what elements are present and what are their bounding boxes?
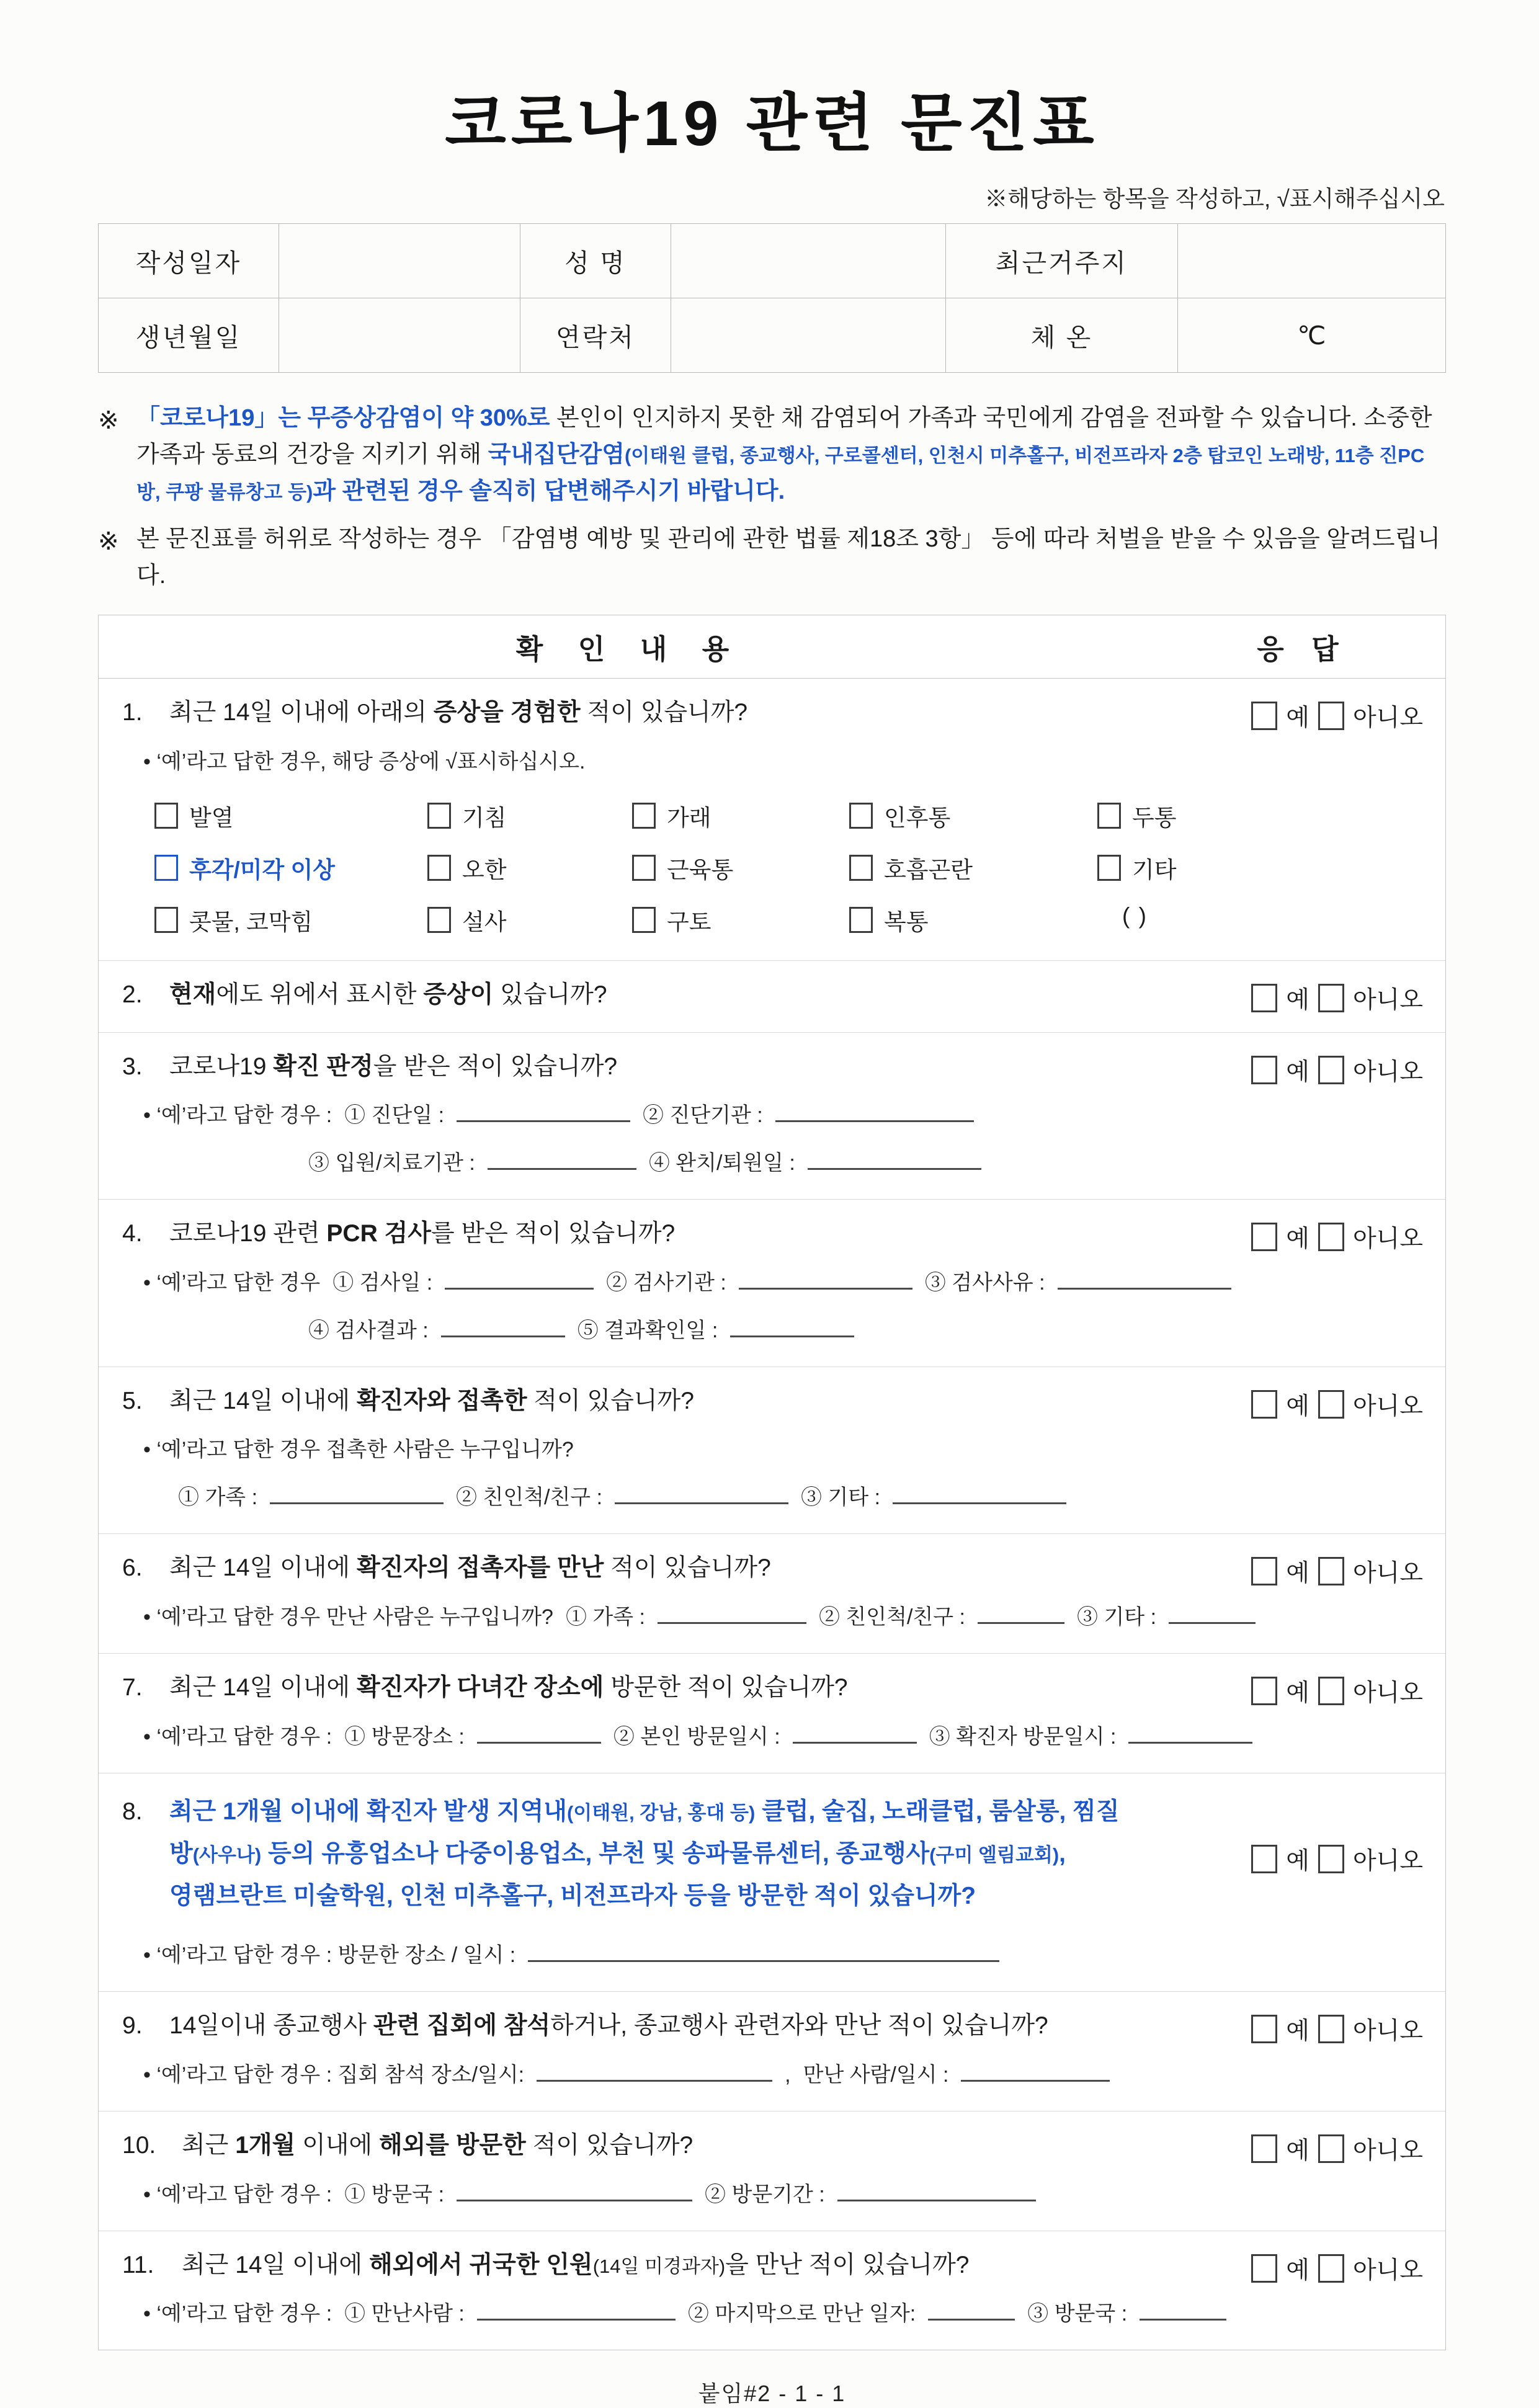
birth-date-label: 생년월일 bbox=[99, 298, 279, 373]
content-column-header: 확 인 내 용 bbox=[515, 633, 743, 666]
fill-instruction: ※해당하는 항목을 작성하고, √표시해주십시오 bbox=[984, 186, 1445, 212]
q3-text-tail: 을 받은 적이 있습니까? bbox=[373, 1053, 618, 1080]
q7-patient-visit-time-field[interactable] bbox=[1128, 1722, 1252, 1744]
symptom-smell-taste-checkbox[interactable] bbox=[154, 855, 178, 881]
notice-marker-2: ※ bbox=[98, 527, 119, 555]
q11-text-bold: 해외에서 귀국한 인원 bbox=[368, 2251, 593, 2278]
q3-yes-checkbox[interactable] bbox=[1251, 1056, 1277, 1084]
symptom-runny-nose: 콧물, 코막힘 bbox=[154, 903, 427, 937]
q3-diagnosis-date-field[interactable] bbox=[457, 1100, 630, 1122]
q10-yes-label: 예 bbox=[1286, 2137, 1309, 2164]
q4-no-label: 아니오 bbox=[1352, 1226, 1423, 1253]
q11-last-date-field[interactable] bbox=[928, 2299, 1015, 2321]
question-8-number: 8. bbox=[122, 1798, 143, 1825]
q8-text-4: , bbox=[1059, 1840, 1066, 1867]
q3-text: 코로나19 bbox=[169, 1053, 274, 1080]
q7-sub-lead: • ‘예’라고 답한 경우 : bbox=[143, 1724, 332, 1749]
q4-test-org-field[interactable] bbox=[739, 1268, 912, 1290]
symptom-sputum-checkbox[interactable] bbox=[632, 803, 656, 829]
q1-answer-options bbox=[1251, 698, 1423, 733]
q4-test-date-label: ① 검사일 : bbox=[332, 1270, 433, 1295]
symptom-headache-checkbox[interactable] bbox=[1097, 803, 1121, 829]
q9-gathering-field[interactable] bbox=[537, 2060, 772, 2082]
q6-text-bold: 확진자의 접촉자를 만난 bbox=[356, 1554, 604, 1582]
q5-yes-checkbox[interactable] bbox=[1251, 1390, 1277, 1419]
q5-text-tail: 적이 있습니까? bbox=[527, 1387, 694, 1414]
q6-sub-question: • ‘예’라고 답한 경우 만난 사람은 누구입니까? bbox=[143, 1605, 553, 1630]
q3-sub-lead: • ‘예’라고 답한 경우 : bbox=[143, 1104, 332, 1128]
question-7 bbox=[99, 1654, 1445, 1773]
symptom-chills-checkbox[interactable] bbox=[427, 855, 451, 881]
q3-diagnosis-date-label: ① 진단일 : bbox=[344, 1104, 445, 1128]
question-4-number: 4. bbox=[122, 1220, 143, 1247]
q10-text-tail: 적이 있습니까? bbox=[525, 2131, 694, 2159]
page-footer: 붙임#2 - 1 - 1 bbox=[698, 2381, 846, 2407]
symptom-abdominal-pain: 복통 bbox=[849, 903, 1097, 937]
q8-sub-lead: • ‘예’라고 답한 경우 : 방문한 장소 / 일시 : bbox=[143, 1943, 516, 1968]
question-9-number: 9. bbox=[122, 2012, 143, 2040]
q7-yes-checkbox[interactable] bbox=[1251, 1677, 1277, 1705]
q11-person-label: ① 만난사람 : bbox=[344, 2302, 465, 2326]
q9-no-checkbox[interactable] bbox=[1318, 2015, 1344, 2043]
birth-date-field[interactable] bbox=[279, 298, 520, 373]
q11-sub-lead: • ‘예’라고 답한 경우 : bbox=[143, 2302, 332, 2326]
q11-yes-checkbox[interactable] bbox=[1251, 2254, 1277, 2283]
q11-country-field[interactable] bbox=[1140, 2299, 1226, 2321]
q4-no-checkbox[interactable] bbox=[1318, 1223, 1344, 1251]
q10-country-label: ① 방문국 : bbox=[344, 2182, 445, 2206]
symptom-diarrhea-checkbox[interactable] bbox=[427, 907, 451, 933]
notice-cluster-term: 국내집단감염 bbox=[488, 441, 625, 468]
q5-text-bold: 확진자와 접촉한 bbox=[356, 1387, 527, 1414]
question-8 bbox=[99, 1773, 1445, 1992]
q6-no-label: 아니오 bbox=[1352, 1560, 1423, 1587]
q10-sub-lead: • ‘예’라고 답한 경우 : bbox=[143, 2182, 332, 2206]
q4-test-result-field[interactable] bbox=[441, 1316, 565, 1337]
symptom-fever-checkbox[interactable] bbox=[154, 803, 178, 829]
q7-answer-options bbox=[1251, 1674, 1423, 1708]
write-date-label: 작성일자 bbox=[99, 224, 279, 298]
q10-text-mid: 이내에 bbox=[295, 2131, 379, 2159]
symptom-headache: 두통 bbox=[1097, 799, 1422, 832]
q9-gathering-label: • ‘예’라고 답한 경우 : 집회 참석 장소/일시: bbox=[143, 2062, 525, 2087]
q5-family-label: ① 가족 : bbox=[178, 1486, 258, 1510]
q1-text: 최근 14일 이내에 아래의 bbox=[169, 699, 434, 726]
symptom-cough-checkbox[interactable] bbox=[427, 803, 451, 829]
q7-patient-visit-time-label: ③ 확진자 방문일시 : bbox=[929, 1724, 1117, 1749]
q10-country-field[interactable] bbox=[457, 2180, 692, 2201]
q9-separator: , bbox=[785, 2062, 791, 2087]
q6-no-checkbox[interactable] bbox=[1318, 1557, 1344, 1585]
q7-no-checkbox[interactable] bbox=[1318, 1677, 1344, 1705]
q1-yes-label: 예 bbox=[1286, 705, 1309, 732]
q6-relative-field[interactable] bbox=[978, 1602, 1064, 1624]
symptom-abdominal-checkbox[interactable] bbox=[849, 907, 873, 933]
q2-text: 에도 위에서 표시한 bbox=[216, 981, 424, 1009]
q1-sub-instruction: • ‘예’라고 답한 경우, 해당 증상에 √표시하십시오. bbox=[143, 750, 586, 774]
q4-test-result-label: ④ 검사결과 : bbox=[308, 1318, 429, 1342]
symptom-sore-throat: 인후통 bbox=[849, 799, 1097, 832]
symptom-breathing-checkbox[interactable] bbox=[849, 855, 873, 881]
symptom-checklist bbox=[154, 799, 1422, 937]
q10-text: 최근 bbox=[182, 2131, 236, 2159]
name-label: 성 명 bbox=[520, 224, 671, 298]
symptom-other-write-in[interactable]: ( ) bbox=[1122, 903, 1148, 929]
q10-text-bold2: 해외를 방문한 bbox=[378, 2131, 526, 2159]
symptom-other: 기타 bbox=[1097, 851, 1422, 885]
question-7-number: 7. bbox=[122, 1674, 143, 1701]
q3-text-bold: 확진 판정 bbox=[273, 1053, 373, 1080]
q1-text-bold: 증상을 경험한 bbox=[433, 699, 581, 726]
q8-text-1: 최근 1개월 이내에 확진자 발생 지역내 bbox=[169, 1798, 567, 1825]
info-row-2 bbox=[99, 298, 1446, 373]
q6-family-label: ① 가족 : bbox=[565, 1605, 645, 1630]
question-5 bbox=[99, 1367, 1445, 1535]
notice-marker: ※ bbox=[98, 407, 119, 434]
q11-country-label: ③ 방문국 : bbox=[1027, 2302, 1128, 2326]
question-10-number: 10. bbox=[122, 2131, 156, 2159]
q6-yes-checkbox[interactable] bbox=[1251, 1557, 1277, 1585]
q4-result-date-label: ⑤ 결과확인일 : bbox=[577, 1318, 718, 1342]
q2-yes-checkbox[interactable] bbox=[1251, 984, 1277, 1012]
q10-period-label: ② 방문기간 : bbox=[705, 2182, 825, 2206]
question-11 bbox=[99, 2231, 1445, 2350]
q11-person-field[interactable] bbox=[477, 2299, 676, 2321]
q8-no-checkbox[interactable] bbox=[1318, 1845, 1344, 1873]
q4-answer-options bbox=[1251, 1220, 1423, 1254]
q5-answer-options bbox=[1251, 1387, 1423, 1422]
q4-test-reason-label: ③ 검사사유 : bbox=[924, 1270, 1045, 1295]
q3-diagnosis-org-label: ② 진단기관 : bbox=[643, 1104, 763, 1128]
symptom-diarrhea: 설사 bbox=[427, 903, 632, 937]
q4-text-bold: PCR 검사 bbox=[326, 1220, 431, 1247]
question-6 bbox=[99, 1534, 1445, 1654]
q10-answer-options bbox=[1251, 2131, 1423, 2166]
q4-test-date-field[interactable] bbox=[445, 1268, 594, 1290]
q11-no-checkbox[interactable] bbox=[1318, 2254, 1344, 2283]
q9-yes-checkbox[interactable] bbox=[1251, 2015, 1277, 2043]
question-2-number: 2. bbox=[122, 981, 143, 1009]
q4-text: 코로나19 관련 bbox=[169, 1220, 327, 1247]
personal-info-table bbox=[98, 223, 1446, 373]
q5-text: 최근 14일 이내에 bbox=[169, 1387, 357, 1414]
q5-sub-question: • ‘예’라고 답한 경우 접촉한 사람은 누구입니까? bbox=[143, 1438, 574, 1462]
q7-my-visit-time-field[interactable] bbox=[793, 1722, 917, 1744]
q7-visit-place-field[interactable] bbox=[477, 1722, 601, 1744]
symptom-runny-nose-checkbox[interactable] bbox=[154, 907, 178, 933]
question-6-number: 6. bbox=[122, 1554, 143, 1582]
question-9 bbox=[99, 1992, 1445, 2111]
q10-period-field[interactable] bbox=[837, 2180, 1036, 2201]
q6-other-field[interactable] bbox=[1169, 1602, 1256, 1624]
q2-text-tail: 있습니까? bbox=[493, 981, 607, 1009]
q3-discharge-date-label: ④ 완치/퇴원일 : bbox=[648, 1151, 795, 1175]
notice-asymptomatic bbox=[98, 400, 1446, 510]
question-1-number: 1. bbox=[122, 699, 143, 726]
q8-area-examples: (이태원, 강남, 홍대 등) bbox=[566, 1801, 756, 1824]
symptom-fever: 발열 bbox=[154, 799, 427, 832]
q11-text: 최근 14일 이내에 bbox=[182, 2251, 369, 2278]
q8-text-3: 등의 유흥업소나 다중이용업소, 부천 및 송파물류센터, 종교행사 bbox=[261, 1840, 930, 1867]
q6-yes-label: 예 bbox=[1286, 1560, 1309, 1587]
notice-blue-lead: 「코로나19」는 무증상감염이 약 30%로 bbox=[136, 405, 550, 431]
symptom-breathing-difficulty: 호흡곤란 bbox=[849, 851, 1097, 885]
q2-text-bold2: 증상이 bbox=[423, 981, 494, 1009]
q7-text-tail: 방문한 적이 있습니까? bbox=[604, 1674, 848, 1701]
recent-address-label: 최근거주지 bbox=[946, 224, 1178, 298]
q3-hospital-label: ③ 입원/치료기관 : bbox=[308, 1151, 475, 1175]
q10-yes-checkbox[interactable] bbox=[1251, 2134, 1277, 2163]
q3-yes-label: 예 bbox=[1286, 1058, 1309, 1086]
symptom-sputum: 가래 bbox=[632, 799, 849, 832]
contact-label: 연락처 bbox=[520, 298, 671, 373]
q5-relative-label: ② 친인척/친구 : bbox=[456, 1486, 603, 1510]
q7-text: 최근 14일 이내에 bbox=[169, 1674, 357, 1701]
q2-no-checkbox[interactable] bbox=[1318, 984, 1344, 1012]
symptom-vomiting: 구토 bbox=[632, 903, 849, 937]
q5-no-label: 아니오 bbox=[1352, 1393, 1423, 1420]
info-row-1 bbox=[99, 224, 1446, 298]
notice-blue-tail: 과 관련된 경우 솔직히 답변해주시기 바랍니다. bbox=[313, 478, 785, 504]
q9-person-label: 만난 사람/일시 : bbox=[803, 2062, 949, 2087]
q11-no-label: 아니오 bbox=[1352, 2257, 1423, 2284]
q5-family-field[interactable] bbox=[270, 1483, 444, 1504]
q8-place-time-field[interactable] bbox=[528, 1940, 999, 1962]
q4-sub-lead: • ‘예’라고 답한 경우 bbox=[143, 1270, 321, 1295]
q6-relative-label: ② 친인척/친구 : bbox=[818, 1605, 965, 1630]
q2-yes-label: 예 bbox=[1286, 987, 1309, 1014]
q4-yes-label: 예 bbox=[1286, 1226, 1309, 1253]
symptom-smell-taste: 후각/미각 이상 bbox=[154, 851, 427, 885]
q3-hospital-field[interactable] bbox=[488, 1148, 636, 1170]
q6-answer-options bbox=[1251, 1554, 1423, 1589]
question-table bbox=[98, 615, 1446, 2350]
q9-text-bold: 관련 집회에 참석 bbox=[373, 2012, 551, 2040]
q2-answer-options bbox=[1251, 981, 1423, 1015]
q11-last-date-label: ② 마지막으로 만난 일자: bbox=[687, 2302, 916, 2326]
q8-yes-checkbox[interactable] bbox=[1251, 1845, 1277, 1873]
q11-answer-options bbox=[1251, 2251, 1423, 2286]
q5-other-label: ③ 기타 : bbox=[801, 1486, 881, 1510]
q3-no-checkbox[interactable] bbox=[1318, 1056, 1344, 1084]
q1-yes-checkbox[interactable] bbox=[1251, 702, 1277, 730]
symptom-muscle-pain: 근육통 bbox=[632, 851, 849, 885]
q7-visit-place-label: ① 방문장소 : bbox=[344, 1724, 465, 1749]
symptom-cough: 기침 bbox=[427, 799, 632, 832]
notice-section bbox=[98, 400, 1446, 594]
q8-yes-label: 예 bbox=[1286, 1847, 1309, 1875]
q4-text-tail: 를 받은 적이 있습니까? bbox=[430, 1220, 676, 1247]
q9-yes-label: 예 bbox=[1286, 2018, 1309, 2045]
notice-cluster-examples: (이태원 클럽, 종교행사, 구로콜센터, 인천시 미추홀구, 비전프라자 2층 탑코인 노래방, 11층 진PC방, 쿠팡 물류창고 등) bbox=[136, 444, 1425, 503]
question-11-number: 11. bbox=[122, 2251, 154, 2278]
q11-text-tail: 을 만난 적이 있습니까? bbox=[725, 2251, 970, 2278]
question-10 bbox=[99, 2111, 1445, 2231]
contact-field[interactable] bbox=[671, 298, 946, 373]
q9-text: 14일이내 종교행사 bbox=[169, 2012, 373, 2040]
q8-answer-options bbox=[1251, 1842, 1423, 1876]
q1-no-checkbox[interactable] bbox=[1318, 702, 1344, 730]
q11-note: (14일 미경과자) bbox=[592, 2255, 726, 2277]
q4-test-reason-field[interactable] bbox=[1058, 1268, 1231, 1290]
q1-no-label: 아니오 bbox=[1352, 705, 1423, 732]
question-4 bbox=[99, 1200, 1445, 1367]
q8-church-note: (구미 엘림교회) bbox=[929, 1844, 1059, 1866]
question-1 bbox=[99, 679, 1445, 961]
q5-yes-label: 예 bbox=[1286, 1393, 1309, 1420]
q7-yes-label: 예 bbox=[1286, 1680, 1309, 1707]
q3-diagnosis-org-field[interactable] bbox=[775, 1100, 974, 1122]
name-field[interactable] bbox=[671, 224, 946, 298]
q8-text-2: 클럽, 술집, 노래클럽, 룸살롱, 찜질방 bbox=[169, 1798, 1120, 1867]
symptom-other-checkbox[interactable] bbox=[1097, 855, 1121, 881]
page-title: 코로나19 관련 문진표 bbox=[445, 88, 1099, 159]
q9-text-tail: 하거나, 종교행사 관련자와 만난 적이 있습니까? bbox=[550, 2012, 1048, 2040]
q5-other-field[interactable] bbox=[893, 1483, 1066, 1504]
temperature-label: 체 온 bbox=[946, 298, 1178, 373]
q9-person-field[interactable] bbox=[961, 2060, 1110, 2082]
q9-answer-options bbox=[1251, 2012, 1423, 2046]
symptom-vomiting-checkbox[interactable] bbox=[632, 907, 656, 933]
question-5-number: 5. bbox=[122, 1387, 143, 1414]
q6-text: 최근 14일 이내에 bbox=[169, 1554, 357, 1582]
question-table-header bbox=[99, 615, 1445, 679]
q6-other-label: ③ 기타 : bbox=[1077, 1605, 1157, 1630]
q3-no-label: 아니오 bbox=[1352, 1058, 1423, 1086]
q7-my-visit-time-label: ② 본인 방문일시 : bbox=[613, 1724, 780, 1749]
q3-answer-options bbox=[1251, 1053, 1423, 1087]
q2-text-bold1: 현재 bbox=[169, 981, 216, 1009]
q11-yes-label: 예 bbox=[1286, 2257, 1309, 2284]
q10-no-label: 아니오 bbox=[1352, 2137, 1423, 2164]
q8-text-5: 영램브란트 미술학원, 인천 미추홀구, 비전프라자 등을 방문한 적이 있습니까? bbox=[169, 1883, 976, 1910]
q4-test-org-label: ② 검사기관 : bbox=[606, 1270, 726, 1295]
q1-text-tail: 적이 있습니까? bbox=[580, 699, 748, 726]
symptom-sore-throat-checkbox[interactable] bbox=[849, 803, 873, 829]
q2-no-label: 아니오 bbox=[1352, 987, 1423, 1014]
q5-relative-field[interactable] bbox=[615, 1483, 788, 1504]
q3-discharge-date-field[interactable] bbox=[808, 1148, 981, 1170]
q10-text-bold1: 1개월 bbox=[235, 2131, 296, 2159]
notice-black-body: 본인이 인지하지 못한 채 감염되어 가족과 국민에게 감염을 전파할 수 있습니다. 소중한 가족과 동료의 건강을 지키기 위해 bbox=[136, 405, 1432, 468]
recent-address-field[interactable] bbox=[1177, 224, 1445, 298]
question-2 bbox=[99, 961, 1445, 1033]
temperature-field[interactable]: ℃ bbox=[1177, 298, 1445, 373]
q4-yes-checkbox[interactable] bbox=[1251, 1223, 1277, 1251]
q5-no-checkbox[interactable] bbox=[1318, 1390, 1344, 1419]
q6-text-tail: 적이 있습니까? bbox=[604, 1554, 771, 1582]
q9-no-label: 아니오 bbox=[1352, 2018, 1423, 2045]
q10-no-checkbox[interactable] bbox=[1318, 2134, 1344, 2163]
notice-penalty bbox=[98, 521, 1446, 594]
answer-column-header: 응 답 bbox=[1257, 633, 1349, 666]
write-date-field[interactable] bbox=[279, 224, 520, 298]
q8-no-label: 아니오 bbox=[1352, 1847, 1423, 1875]
q4-result-date-field[interactable] bbox=[730, 1316, 854, 1337]
q7-no-label: 아니오 bbox=[1352, 1680, 1423, 1707]
symptom-chills: 오한 bbox=[427, 851, 632, 885]
question-3 bbox=[99, 1033, 1445, 1200]
symptom-muscle-pain-checkbox[interactable] bbox=[632, 855, 656, 881]
q8-sauna-note: (사우나) bbox=[192, 1844, 262, 1866]
q6-family-field[interactable] bbox=[658, 1602, 806, 1624]
notice-penalty-text: 본 문진표를 허위로 작성하는 경우 「감염병 예방 및 관리에 관한 법률 제18조 3항」 등에 따라 처벌을 받을 수 있음을 알려드립니다. bbox=[136, 525, 1440, 589]
q7-text-bold: 확진자가 다녀간 장소에 bbox=[356, 1674, 604, 1701]
question-3-number: 3. bbox=[122, 1053, 143, 1080]
